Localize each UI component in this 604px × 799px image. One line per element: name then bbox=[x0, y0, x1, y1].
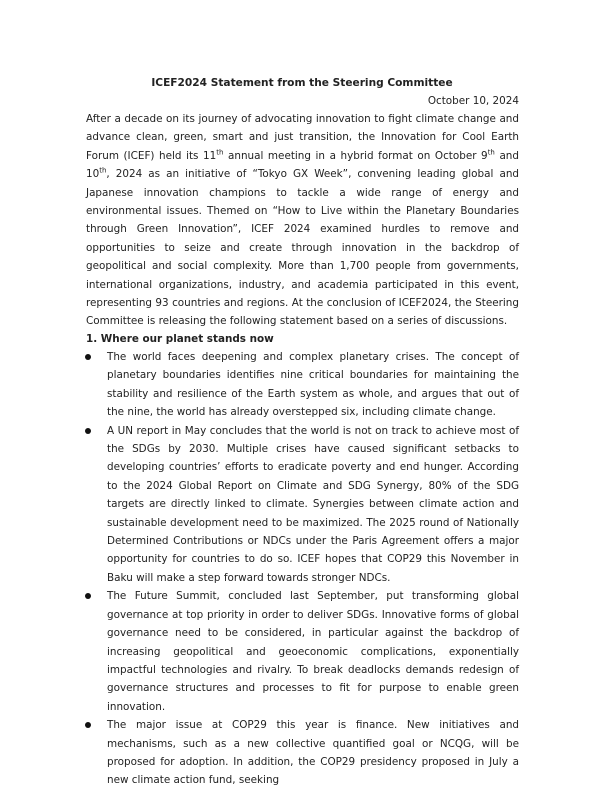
bullet-icon bbox=[85, 428, 91, 434]
section-heading: 1. Where our planet stands now bbox=[86, 333, 274, 345]
intro-text-3: and 10 bbox=[86, 149, 519, 181]
ordinal-suffix: th bbox=[216, 148, 224, 157]
intro-text-2: annual meeting in a hybrid format on October 9 bbox=[223, 149, 488, 162]
list-item bbox=[107, 422, 519, 588]
intro-text-4: , 2024 as an initiative of “Tokyo GX Week”, convening leading global and Japanese innovation champions to tackle a wide range of energy and environmental issues. Themed on “How to Live within the Planetary Boundaries through Green Innovation”, ICEF 2024 examined hurdles to remove and opportunities to seize and create through innovation in the backdrop of geopolitical and social complexity. More than 1,700 people from governments, international organizations, industry, and academia participated in this event, representing 93 countries and regions. At the conclusion of ICEF2024, the Steering Committee is releasing the following statement based on a series of discussions. bbox=[86, 168, 519, 328]
ordinal-suffix: th bbox=[487, 148, 495, 157]
intro-paragraph bbox=[86, 110, 519, 331]
list-item bbox=[107, 716, 519, 790]
intro-text-1: After a decade on its journey of advocating innovation to fight climate change and advance clean, green, smart and just transition, the Innovation for Cool Earth Forum (ICEF) held its 11 bbox=[86, 113, 519, 162]
bullet-icon bbox=[85, 593, 91, 599]
list-item bbox=[107, 348, 519, 422]
statement-date: October 10, 2024 bbox=[427, 95, 519, 107]
bullet-list bbox=[107, 348, 519, 790]
list-item-text: The world faces deepening and complex planetary crises. The concept of planetary boundaries identifies nine critical boundaries for maintaining the stability and resilience of the Earth system as whole, and argues that out of the nine, the world has already overstepped six, including climate change. bbox=[107, 351, 519, 419]
document-title: ICEF2024 Statement from the Steering Committee bbox=[151, 77, 453, 89]
list-item-text: A UN report in May concludes that the world is not on track to achieve most of the SDGs by 2030. Multiple crises have caused significant setbacks to developing countries’ efforts to eradicate poverty and end hunger. According to the 2024 Global Report on Climate and SDG Synergy, 80% of the SDG targets are directly linked to climate. Synergies between climate action and sustainable development need to be maximized. The 2025 round of Nationally Determined Contributions or NDCs under the Paris Agreement offers a major opportunity for countries to do so. ICEF hopes that COP29 this November in Baku will make a step forward towards stronger NDCs. bbox=[107, 424, 519, 584]
list-item-text: The major issue at COP29 this year is finance. New initiatives and mechanisms, such as a new collective quantified goal or NCQG, will be proposed for adoption. In addition, the COP29 presidency proposed in July a new climate action fund, seeking bbox=[107, 719, 519, 787]
list-item bbox=[107, 587, 519, 716]
ordinal-suffix: th bbox=[99, 166, 107, 175]
bullet-icon bbox=[85, 722, 91, 728]
list-item-text: The Future Summit, concluded last September, put transforming global governance at top priority in order to deliver SDGs. Innovative forms of global governance need to be considered, in particular against the backdrop of increasing geopolitical and geoeconomic complications, exponentially impactful technologies and rivalry. To break deadlocks demands redesign of governance structures and processes to fit for purpose to enable green innovation. bbox=[107, 590, 519, 713]
bullet-icon bbox=[85, 354, 91, 360]
